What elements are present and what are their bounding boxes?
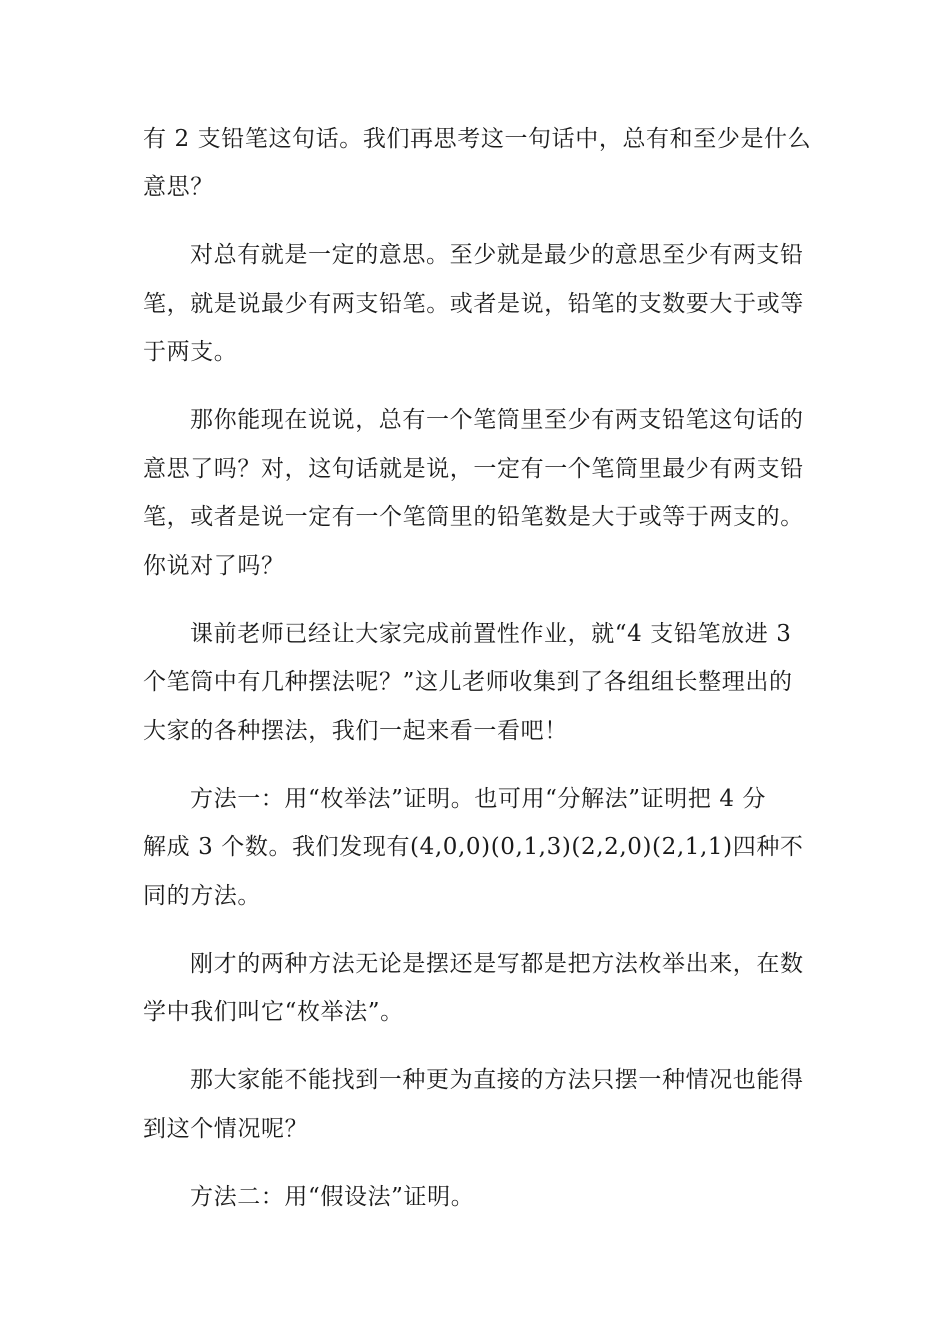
- p5-line-3: 同的方法。: [143, 883, 261, 909]
- p3-line-2: 意思了吗？对，这句话就是说，一定有一个笔筒里最少有两支铅: [143, 456, 804, 482]
- p1-line-2: 意思？: [143, 174, 214, 200]
- p5-line-2: 解成 3 个数。我们发现有(4,0,0)(0,1,3)(2,2,0)(2,1,1)四种不: [143, 834, 804, 860]
- p4-line-2: 个笔筒中有几种摆法呢？”这儿老师收集到了各组组长整理出的: [143, 669, 793, 695]
- p4-line-1: 课前老师已经让大家完成前置性作业，就“4 支铅笔放进 3: [190, 621, 792, 647]
- p2-line-3: 于两支。: [143, 339, 238, 365]
- p2-line-1: 对总有就是一定的意思。至少就是最少的意思至少有两支铅: [190, 242, 804, 268]
- p6-line-2: 学中我们叫它“枚举法”。: [143, 999, 404, 1025]
- p5-line-1: 方法一：用“枚举法”证明。也可用“分解法”证明把 4 分: [190, 786, 767, 812]
- p4-line-3: 大家的各种摆法，我们一起来看一看吧！: [143, 718, 568, 744]
- p7-line-2: 到这个情况呢？: [143, 1116, 309, 1142]
- p2-line-2: 笔，就是说最少有两支铅笔。或者是说，铅笔的支数要大于或等: [143, 291, 804, 317]
- p3-line-4: 你说对了吗？: [143, 553, 285, 579]
- p3-line-1: 那你能现在说说，总有一个笔筒里至少有两支铅笔这句话的: [190, 407, 804, 433]
- p7-line-1: 那大家能不能找到一种更为直接的方法只摆一种情况也能得: [190, 1067, 804, 1093]
- p1-line-1: 有 2 支铅笔这句话。我们再思考这一句话中，总有和至少是什么: [143, 126, 812, 152]
- p6-line-1: 刚才的两种方法无论是摆还是写都是把方法枚举出来，在数: [190, 951, 804, 977]
- p8-line-1: 方法二：用“假设法”证明。: [190, 1184, 475, 1210]
- p3-line-3: 笔，或者是说一定有一个笔筒里的铅笔数是大于或等于两支的。: [143, 504, 804, 530]
